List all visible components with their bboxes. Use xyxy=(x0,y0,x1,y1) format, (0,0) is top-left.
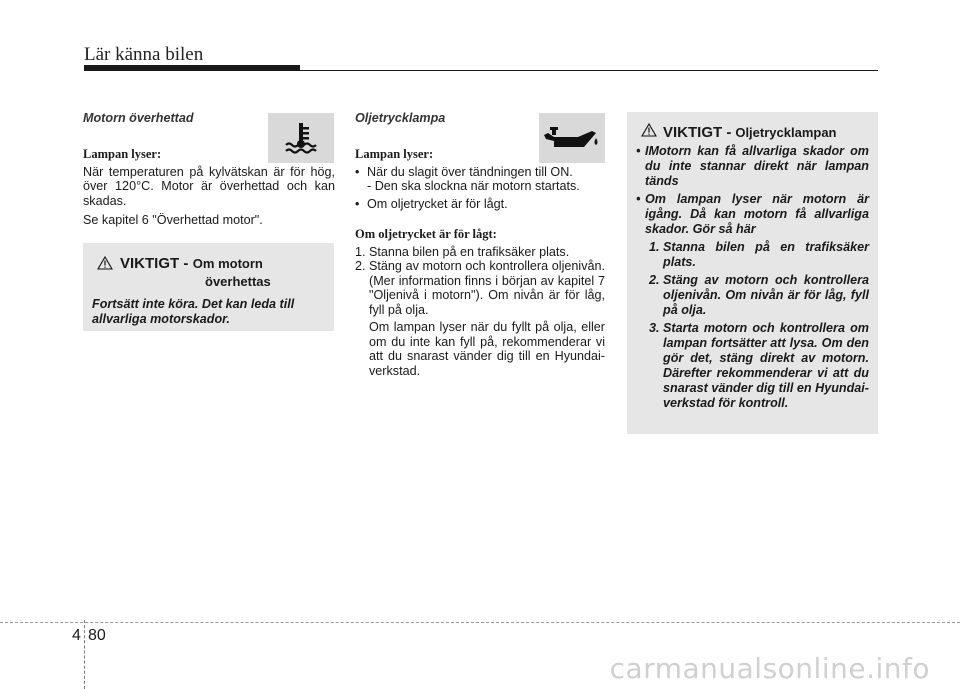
warning-subject: Om motorn xyxy=(192,256,263,271)
body-text: Se kapitel 6 "Överhettad motor". xyxy=(83,213,263,227)
footer-rule xyxy=(0,622,960,623)
important-subject: Oljetrycklampan xyxy=(735,124,837,140)
warning-triangle-icon xyxy=(641,123,657,142)
body-text: När temperaturen på kylvätskan är för hög, över 120°C. Motor är överhettad och kan skadas. xyxy=(83,164,335,208)
list-item: • Om oljetrycket är för lågt. xyxy=(355,196,508,211)
warning-triangle-icon xyxy=(97,256,113,275)
list-item: 1. Stanna bilen på en trafiksäker plats. xyxy=(355,244,570,259)
list-item: 3. Starta motorn och kontrollera om lampan fortsätter att lysa. Om den gör det, stäng direkt av motorn. Därefter rekommenderar vi att du snarast vänder dig till en Hyundai-verkstad för kontroll. xyxy=(649,321,869,410)
list-item-continued: Om lampan lyser när du fyllt på olja, eller om du inte kan fyll på, rekommenderar vi att du snarast vänder dig till en Hyundai-verkstad. xyxy=(369,320,605,378)
footer-divider xyxy=(84,620,85,689)
header-bar xyxy=(84,65,300,71)
oil-pressure-icon xyxy=(539,113,605,163)
list-item: 2. Stäng av motorn och kontrollera oljenivån. Om nivån är för låg, fyll på olja. xyxy=(649,273,869,317)
lamp-label: Lampan lyser: xyxy=(355,147,434,161)
important-label: VIKTIGT - xyxy=(663,123,732,141)
page-header-title: Lär känna bilen xyxy=(84,44,204,65)
list-item: • IMotorn kan få allvarliga skador om du inte stannar direkt när lampan tänds xyxy=(636,144,869,188)
coolant-temperature-icon xyxy=(268,113,334,163)
chapter-number: 4 xyxy=(72,627,81,644)
warning-subject-cont: överhettas xyxy=(205,274,271,289)
low-oil-label: Om oljetrycket är för lågt: xyxy=(355,227,497,241)
list-item: 1. Stanna bilen på en trafiksäker plats. xyxy=(649,240,869,269)
warning-label: VIKTIGT - xyxy=(120,255,189,272)
important-box-oil xyxy=(627,112,878,434)
header-rule xyxy=(300,70,878,71)
page-number-value: 80 xyxy=(88,627,106,644)
list-item: 2. Stäng av motorn och kontrollera oljenivån. (Mer information finns i början av kapitel 7 "Oljenivå i motorn"). Om nivån är för låg, fyll på olja. xyxy=(355,259,605,317)
list-item: • Om lampan lyser när motorn är igång. Då kan motorn få allvarliga skador. Gör så här xyxy=(636,192,869,236)
sub-bullet: - Den ska slockna när motorn startats. xyxy=(367,179,580,193)
watermark: carmanualsonline.info xyxy=(609,652,930,685)
lamp-label: Lampan lyser: xyxy=(83,147,162,161)
list-item: • När du slagit över tändningen till ON. xyxy=(355,164,573,179)
warning-box-engine xyxy=(83,243,334,331)
section-title: Oljetrycklampa xyxy=(355,111,446,125)
section-title: Motorn överhettad xyxy=(83,111,194,125)
warning-text: Fortsätt inte köra. Det kan leda till allvarliga motorskador. xyxy=(92,297,295,326)
